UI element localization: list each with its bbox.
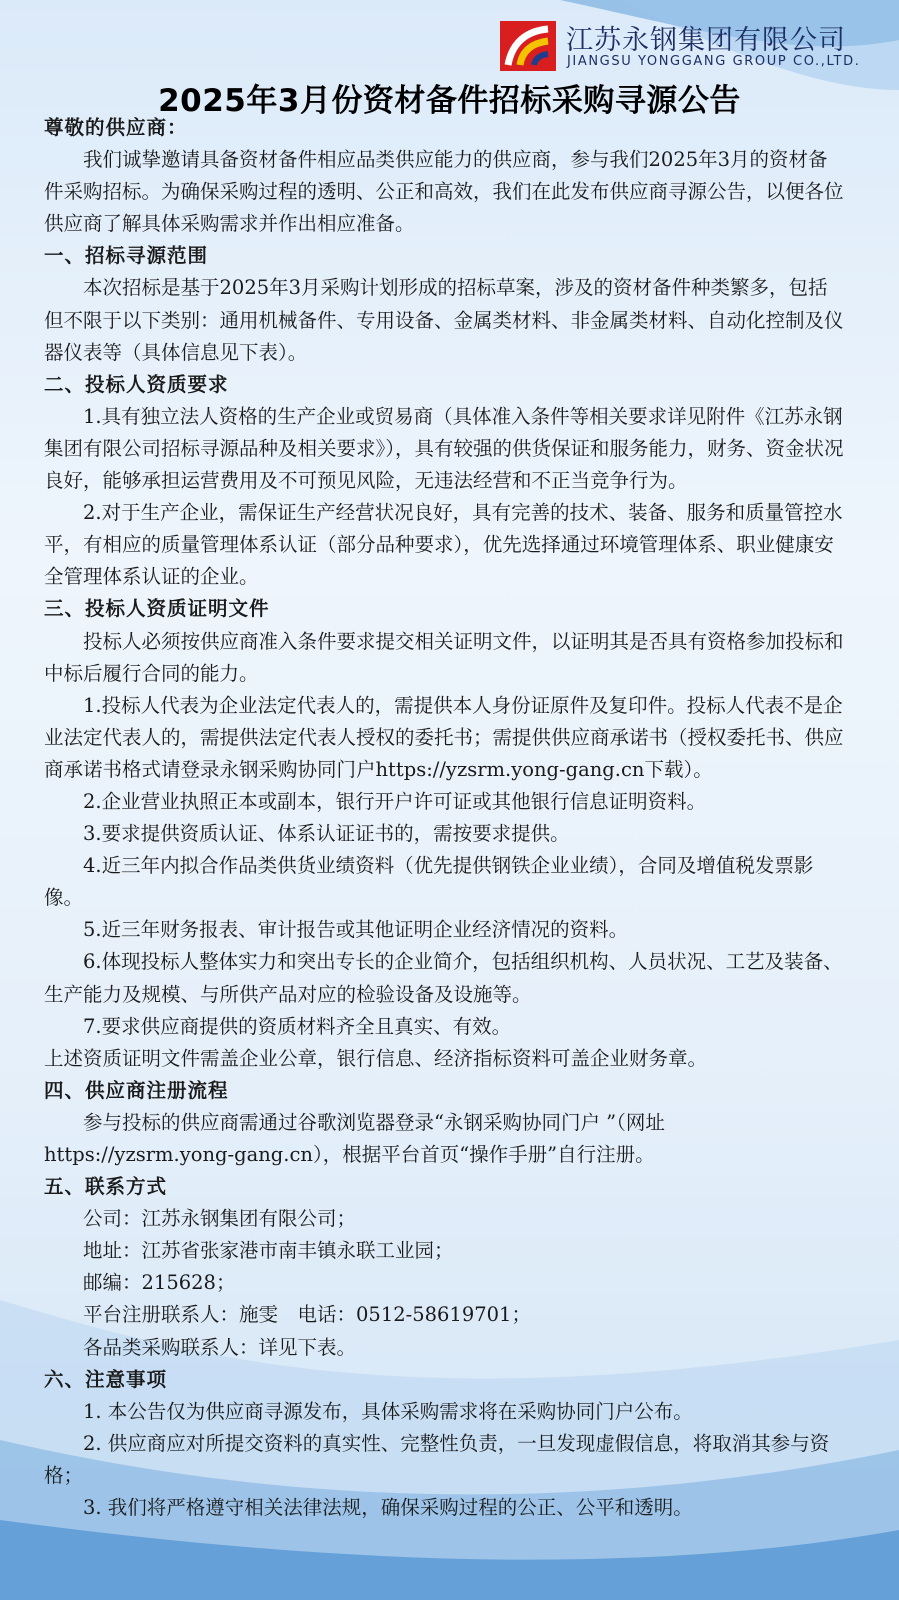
contact-registration: 平台注册联系人：施雯 电话：0512-58619701； [83, 1303, 531, 1327]
section-1-body: 本次招标是基于2025年3月采购计划形成的招标草案，涉及的资材备件种类繁多，包括但不限于以下类别：通用机械备件、专用设备、金属类材料、非金属类材料、自动化控制及仪器仪表等（具体信息见下表）。 [44, 276, 844, 364]
section-6-item: 3. 我们将严格遵守相关法律法规，确保采购过程的公正、公平和透明。 [83, 1496, 693, 1520]
section-6-item: 1. 本公告仅为供应商寻源发布，具体采购需求将在采购协同门户公布。 [83, 1399, 693, 1423]
section-3-item: 3.要求提供资质认证、体系认证证书的，需按要求提供。 [83, 822, 570, 846]
section-3-item: 1.投标人代表为企业法定代表人的，需提供本人身份证原件及复印件。投标人代表不是企业法定代表人的，需提供法定代表人授权的委托书；需提供供应商承诺书（授权委托书、供应商承诺书格式请登录永钢采购协同门户https://yzsrm.yong-gang.cn下载）。 [44, 693, 844, 781]
page-title: 2025年3月份资材备件招标采购寻源公告 [158, 83, 741, 119]
section-2-heading: 二、投标人资质要求 [44, 372, 229, 396]
section-3-item: 7.要求供应商提供的资质材料齐全且真实、有效。 [83, 1014, 512, 1038]
section-1-heading: 一、招标寻源范围 [44, 244, 209, 268]
company-logo-icon [500, 21, 556, 71]
section-3-item: 4.近三年内拟合作品类供货业绩资料（优先提供钢铁企业业绩），合同及增值税发票影像。 [44, 854, 814, 910]
section-2-item: 2.对于生产企业，需保证生产经营状况良好，具有完善的技术、装备、服务和质量管控水平，有相应的质量管理体系认证（部分品种要求），优先选择通过环境管理体系、职业健康安全管理体系认证的企业。 [44, 501, 843, 589]
section-3-heading: 三、投标人资质证明文件 [44, 597, 270, 621]
section-3-note: 上述资质证明文件需盖企业公章，银行信息、经济指标资料可盖企业财务章。 [44, 1046, 708, 1070]
company-name-en: JIANGSU YONGGANG GROUP CO.,LTD. [567, 54, 861, 69]
section-3-item: 5.近三年财务报表、审计报告或其他证明企业经济情况的资料。 [83, 918, 629, 942]
contact-address: 地址：江苏省张家港市南丰镇永联工业园； [83, 1239, 454, 1263]
intro-paragraph: 我们诚挚邀请具备资材备件相应品类供应能力的供应商，参与我们2025年3月的资材备件采购招标。为确保采购过程的透明、公正和高效，我们在此发布供应商寻源公告，以便各位供应商了解具体采购需求并作出相应准备。 [44, 148, 844, 236]
contact-company: 公司：江苏永钢集团有限公司； [83, 1207, 357, 1231]
contact-postcode: 邮编：215628； [83, 1271, 236, 1295]
contact-category: 各品类采购联系人：详见下表。 [83, 1335, 357, 1359]
company-logo [500, 18, 880, 74]
section-6-item: 2. 供应商应对所提交资料的真实性、完整性负责，一旦发现虚假信息，将取消其参与资格； [44, 1431, 830, 1487]
section-4-body: 参与投标的供应商需通过谷歌浏览器登录“永钢采购协同门户 ”（网址https://yzsrm.yong-gang.cn），根据平台首页“操作手册”自行注册。 [44, 1110, 665, 1166]
section-3-intro: 投标人必须按供应商准入条件要求提交相关证明文件，以证明其是否具有资格参加投标和中标后履行合同的能力。 [44, 629, 844, 685]
company-name-cn: 江苏永钢集团有限公司 [566, 25, 846, 56]
section-6-heading: 六、注意事项 [44, 1367, 168, 1391]
section-2-item: 1.具有独立法人资格的生产企业或贸易商（具体准入条件等相关要求详见附件《江苏永钢集团有限公司招标寻源品种及相关要求》），具有较强的供货保证和服务能力，财务、资金状况良好，能够承担运营费用及不可预见风险，无违法经营和不正当竞争行为。 [44, 404, 844, 493]
section-5-heading: 五、联系方式 [44, 1175, 168, 1199]
section-3-item: 6.体现投标人整体实力和突出专长的企业简介，包括组织机构、人员状况、工艺及装备、生产能力及规模、与所供产品对应的检验设备及设施等。 [44, 950, 843, 1006]
greeting: 尊敬的供应商： [44, 116, 188, 139]
document-body [44, 112, 844, 1524]
section-4-heading: 四、供应商注册流程 [44, 1078, 229, 1102]
section-3-item: 2.企业营业执照正本或副本，银行开户许可证或其他银行信息证明资料。 [83, 789, 707, 813]
